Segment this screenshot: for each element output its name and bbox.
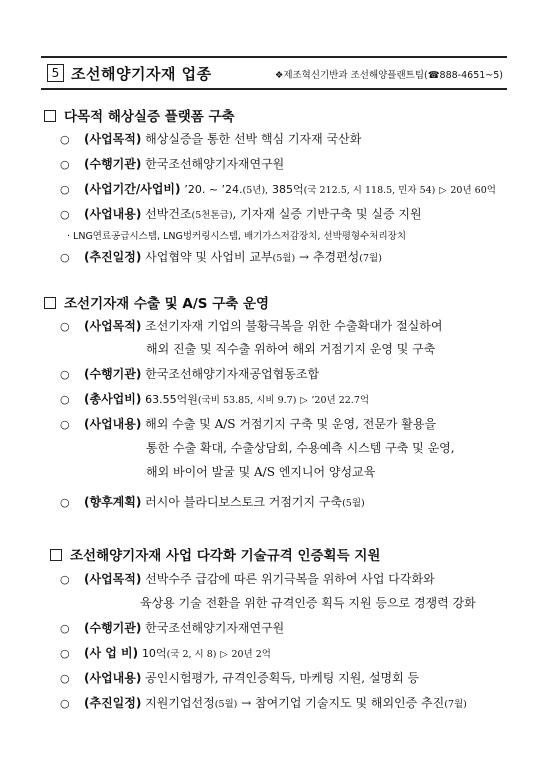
list-item-continuation: 해외 진출 및 직수출 위하여 해외 거점기지 운영 및 구축: [146, 342, 436, 356]
checkbox-square-icon: [44, 110, 56, 122]
list-item: ○ (추진일정) 지원기업선정(5월) → 참여기업 기술지도 및 해외인증 추진(7월): [60, 696, 467, 710]
subsection-title-1: 다목적 해상실증 플랫폼 구축: [44, 105, 235, 125]
list-item: ○ (사업목적) 조선기자재 기업의 불황극복을 위한 수출확대가 절실하여: [60, 319, 443, 333]
list-item: ○ (사업내용) 선박건조(5천톤급), 기자재 실증 기반구축 및 실증 지원: [60, 207, 422, 221]
list-item: ○ (사업내용) 공인시험평가, 규격인증획득, 마케팅 지원, 설명회 등: [60, 671, 420, 685]
list-item: ○ (추진일정) 사업협약 및 사업비 교부(5월) → 추경편성(7월): [60, 250, 382, 264]
department-contact: ❖제조혁신기반과 조선해양플랜트팀(☎888-4651~5): [274, 70, 503, 81]
list-item: ○ (수행기관) 한국조선해양기자재연구원: [60, 157, 285, 171]
list-item: ○ (사업기간/사업비) ’20. ~ ’24.(5년), 385억(국 212.5, 시 118.5, 민자 54) ▷ 20년 60억: [60, 182, 496, 196]
section-header: [41, 56, 507, 90]
content-sub-list: · LNG연료공급시스템, LNG벙커링시스템, 배기가스저감장치, 선박평형수처리장치: [67, 231, 406, 242]
list-item: ○ (사업목적) 해상실증을 통한 선박 핵심 기자재 국산화: [60, 132, 362, 146]
list-item-continuation: 해외 바이어 발굴 및 A/S 엔지니어 양성교육: [146, 465, 376, 479]
checkbox-square-icon: [50, 549, 62, 561]
list-item: ○ (사 업 비) 10억(국 2, 시 8) ▷ 20년 2억: [60, 646, 271, 660]
list-item-continuation: 통한 수출 확대, 수출상담회, 수용예측 시스템 구축 및 운영,: [146, 441, 455, 455]
subsection-title-2: 조선기자재 수출 및 A/S 구축 운영: [44, 292, 269, 312]
section-title: 조선해양기자재 업종: [71, 65, 212, 83]
list-item: ○ (수행기관) 한국조선해양기자재공업협동조합: [60, 367, 320, 381]
checkbox-square-icon: [44, 297, 56, 309]
list-item: ○ (사업내용) 해외 수출 및 A/S 거점기지 구축 및 운영, 전문가 활용을: [60, 417, 437, 431]
list-item: ○ (향후계획) 러시아 블라디보스토크 거점기지 구축(5월): [60, 495, 365, 509]
section-number: 5: [47, 64, 64, 82]
list-item: ○ (총사업비) 63.55억원(국비 53.85, 시비 9.7) ▷ ’20년 22.7억: [60, 392, 370, 406]
subsection-title-3: 조선해양기자재 사업 다각화 기술규격 인증획득 지원: [50, 544, 380, 564]
list-item: ○ (사업목적) 선박수주 급감에 따른 위기극복을 위하여 사업 다각화와: [60, 572, 435, 586]
list-item: ○ (수행기관) 한국조선해양기자재연구원: [60, 621, 285, 635]
list-item-continuation: 육상용 기술 전환을 위한 규격인증 획득 지원 등으로 경쟁력 강화: [140, 596, 476, 610]
